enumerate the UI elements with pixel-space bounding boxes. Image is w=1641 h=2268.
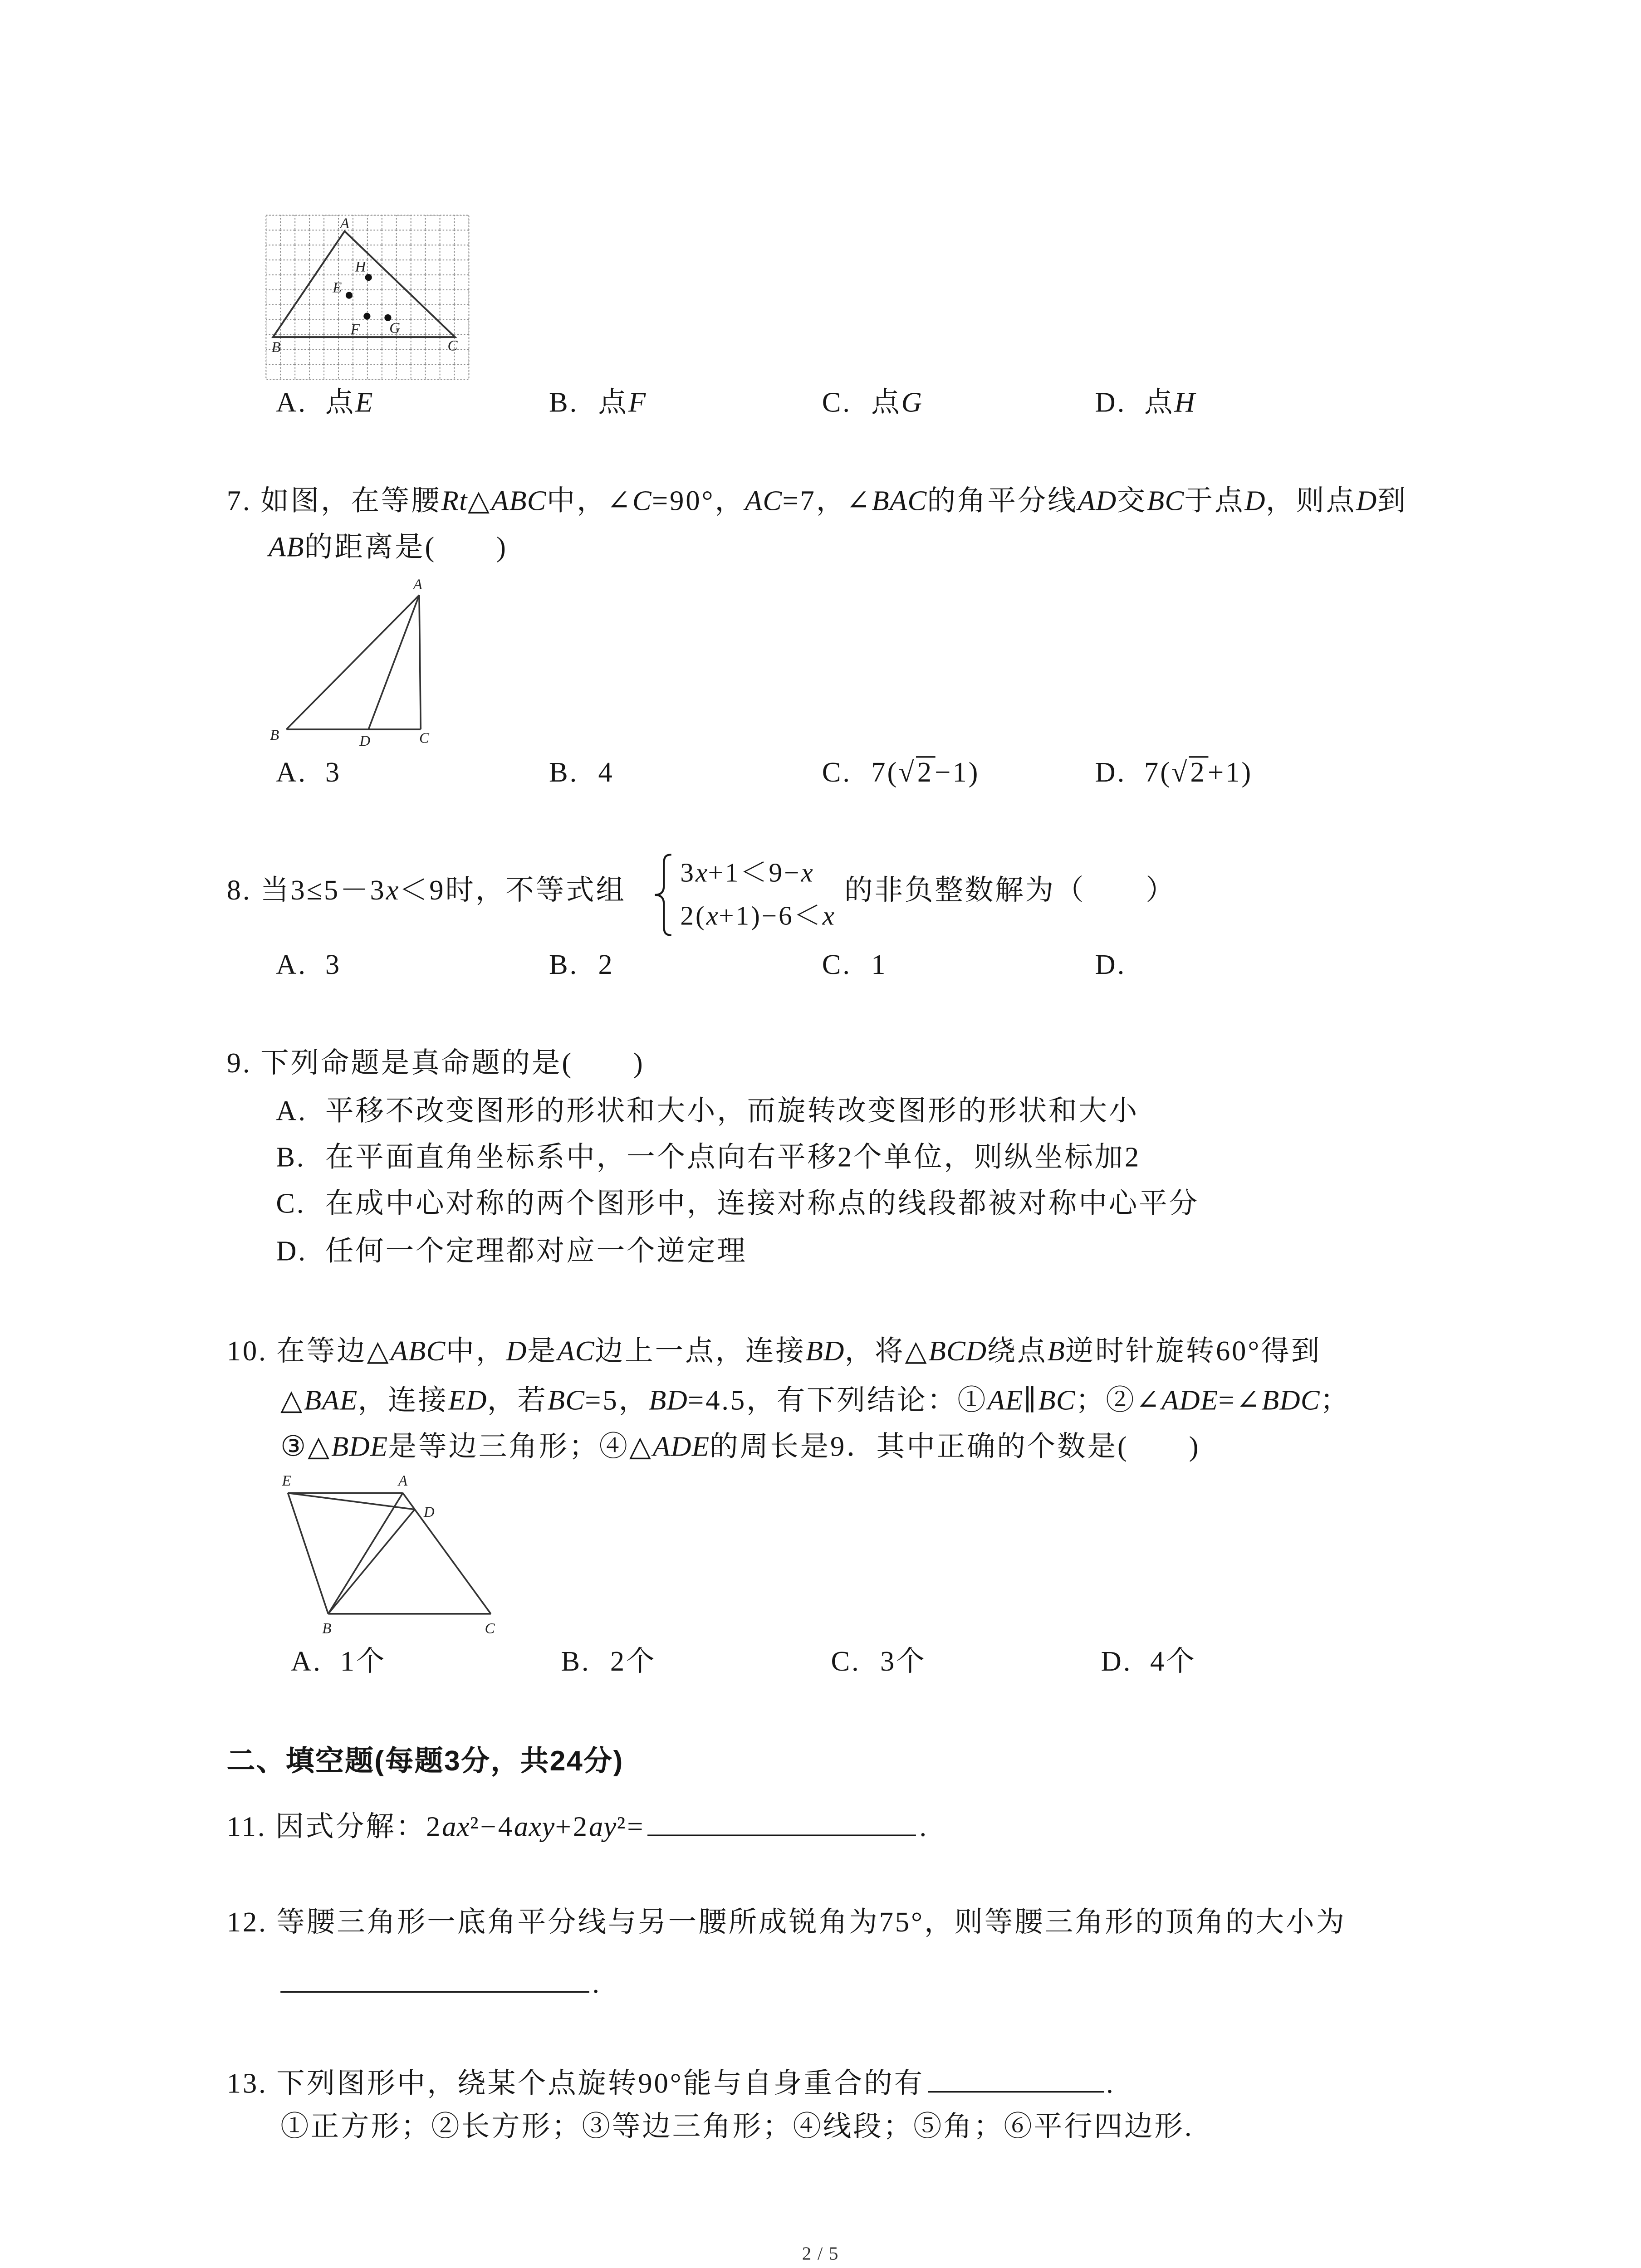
math-variable: BDC [1261,1385,1320,1417]
q12-answer-blank [280,1966,589,1993]
q10-option-c [831,1648,926,1678]
math-variable: x [695,857,708,888]
q13-answer-blank [927,2066,1103,2092]
label-g: G [389,320,400,337]
segment-bd [328,1510,415,1614]
label-a: A [413,576,422,593]
option-label: D. [1095,950,1127,982]
option-label: A. [276,950,307,982]
q6-option-a [276,389,373,419]
math-variable: ADE [1161,1385,1219,1417]
q10-option-d [1101,1648,1196,1678]
label-f: F [350,321,360,338]
label-b: B [322,1620,332,1637]
option-text: 点F [598,387,647,419]
option-text: 平移不改变图形的形状和大小，而旋转改变图形的形状和大小 [325,1096,1139,1128]
math-variable: AB [268,532,304,564]
q13-choices: ①正方形；②长方形；③等边三角形；④线段；⑤角；⑥平行四边形. [280,2112,1194,2144]
math-variable: BC [1038,1385,1076,1417]
section-heading: 二、填空题(每题3分，共24分) [226,1746,624,1778]
q9-option-c [276,1190,1199,1220]
point-f-dot [363,313,370,320]
q8-option-c [822,952,887,982]
radicand: 2 [916,756,935,789]
q6-option-b [549,389,646,419]
segment-be [288,1493,328,1613]
q11-stem: 11. 因式分解：2ax²−4axy+2ay²= [226,1812,645,1844]
math-variable: ABC [390,1336,446,1368]
math-variable: Rt [441,486,468,518]
label-c: C [419,730,429,747]
option-label: D. [276,1236,307,1268]
q7-stem-line-1: 7. 如图，在等腰Rt△ABC中，∠C=90°，AC=7，∠BAC的角平分线AD交BC于点D，则点D到 [226,486,1408,518]
math-variable: AC [557,1336,595,1368]
math-variable: H [1174,387,1195,419]
q8-option-d [1095,952,1145,982]
math-variable: F [628,387,647,419]
math-variable: x [822,901,835,931]
q6-option-c [822,389,922,419]
option-label: B. [549,758,579,789]
q8-option-b [549,952,614,982]
math-variable: D [506,1336,527,1368]
q12-stem: 12. 等腰三角形一底角平分线与另一腰所成锐角为75°，则等腰三角形的顶角的大小为 [226,1907,1346,1939]
math-variable: E [355,387,373,419]
q7-option-d [1095,759,1253,789]
q8-inequality-1: 3x+1＜9−x [680,857,814,888]
option-label: B. [549,387,579,419]
q13-stem: 13. 下列图形中，绕某个点旋转90°能与自身重合的有 [226,2068,925,2100]
q10-stem-line-3: ③△BDE是等边三角形；④△ADE的周长是9．其中正确的个数是( ) [280,1432,1200,1463]
option-text: 点H [1144,387,1195,419]
label-d: D [359,733,371,750]
q10-option-a [291,1648,386,1678]
option-label: C. [276,1188,306,1220]
q10-stem-line-1: 10. 在等边△ABC中，D是AC边上一点，连接BD，将△BCD绕点B逆时针旋转60°得到 [226,1336,1322,1368]
option-label: A. [276,758,307,789]
math-variable: AC [745,486,783,518]
math-variable: x [801,857,814,888]
math-variable: BAE [304,1385,358,1417]
option-text: 点G [871,387,923,419]
math-variable: C [632,486,652,518]
q9-option-b [276,1144,1141,1174]
option-label: C. [822,387,852,419]
math-variable: BCD [928,1336,987,1368]
label-b: B [271,339,281,356]
option-label: D. [1101,1647,1132,1678]
math-variable: ay [589,1812,617,1844]
label-a: A [398,1473,408,1490]
q13-end: . [1106,2068,1115,2100]
q9-option-a [276,1098,1139,1128]
option-text: 7(√ 2 +1) [1144,756,1253,789]
option-text: 2 [598,950,614,982]
math-variable: axy [514,1812,555,1844]
label-d: D [423,1504,435,1521]
option-text: 3 [325,950,342,982]
segment-ad [368,595,419,729]
option-text: 3个 [880,1647,926,1678]
option-label: C. [822,950,852,982]
option-text: 2个 [610,1647,656,1678]
q12-end: . [592,1969,601,2000]
math-variable: BD [805,1336,845,1368]
label-h: H [355,259,366,275]
math-variable: G [901,387,923,419]
q11-end: . [919,1812,929,1844]
q8-stem-after: 的非负整数解为（ ） [844,875,1176,907]
segment-ac [419,595,421,729]
math-variable: x [386,875,399,907]
math-variable: ABC [491,486,547,518]
q9-option-d [276,1238,747,1268]
math-variable: BDE [331,1432,388,1463]
option-label: B. [561,1647,591,1678]
math-variable: D [1244,486,1266,518]
q7-option-c [822,759,980,789]
segment-ba [286,595,419,729]
option-label: D. [1095,758,1127,789]
option-text: 1 [871,950,887,982]
math-variable: BC [547,1385,585,1417]
point-h-dot [365,274,372,281]
option-label: B. [276,1142,306,1174]
option-label: C. [822,758,852,789]
option-text: 在成中心对称的两个图形中，连接对称点的线段都被对称中心平分 [325,1188,1200,1220]
q8-stem-before: 8. 当3≤5－3x＜9时，不等式组 [226,875,627,907]
math-variable: BD [649,1385,688,1417]
q10-stem-line-2: △BAE，连接ED，若BC=5，BD=4.5，有下列结论：①AE∥BC；②∠ADE=∠BDC； [280,1385,1351,1417]
question-11 [226,1809,929,1844]
label-e: E [282,1473,291,1490]
label-c: C [447,337,458,354]
option-label: D. [1095,387,1127,419]
question-13 [226,2066,1115,2100]
option-text: 4个 [1150,1647,1196,1678]
math-variable: D [1356,486,1377,518]
q8-inequality-2: 2(x+1)−6＜x [680,901,835,931]
math-variable: BC [1147,486,1185,518]
radicand: 2 [1189,756,1208,789]
q10-rotation-figure [276,1468,503,1639]
label-b: B [270,727,279,743]
label-a: A [340,215,349,232]
system-brace [652,852,676,938]
option-text: 3 [325,758,342,789]
math-variable: ED [448,1385,487,1417]
segment-ba [328,1493,402,1613]
brace-path [655,855,671,935]
math-variable: AE [987,1385,1024,1417]
option-text: 7(√ 2 −1) [871,756,980,789]
option-label: C. [831,1647,861,1678]
option-text: 点E [325,387,373,419]
math-variable: x [706,901,719,931]
segment-ed [288,1493,415,1509]
option-text: 1个 [340,1647,387,1678]
math-variable: B [1047,1336,1065,1368]
option-label: B. [549,950,579,982]
math-variable: AD [1078,486,1117,518]
q6-option-d [1095,389,1195,419]
math-variable: ax [442,1812,470,1844]
option-text: 任何一个定理都对应一个逆定理 [325,1236,747,1268]
page-number: 2 / 5 [802,2243,839,2264]
q6-grid-figure [265,215,470,380]
q8-option-a [276,952,341,982]
q10-option-b [561,1648,656,1678]
dotted-grid [266,215,469,379]
label-c: C [485,1620,495,1637]
option-text: 在平面直角坐标系中，一个点向右平移2个单位，则纵坐标加2 [325,1142,1141,1174]
math-variable: BAC [872,486,927,518]
q7-option-b [549,759,614,789]
math-variable: ADE [652,1432,710,1463]
option-label: A. [276,387,307,419]
q7-triangle-figure [265,574,438,750]
segment-ac [403,1493,491,1613]
point-e-dot [346,292,353,298]
option-label: A. [291,1647,322,1678]
q7-option-a [276,759,341,789]
option-label: A. [276,1096,307,1128]
q9-stem: 9. 下列命题是真命题的是( ) [226,1048,645,1080]
q12-answer-line [280,1966,601,2000]
q11-answer-blank [648,1809,916,1836]
option-text: 4 [598,758,614,789]
q7-stem-line-2: AB的距离是( ) [268,532,508,564]
label-e: E [333,279,342,296]
